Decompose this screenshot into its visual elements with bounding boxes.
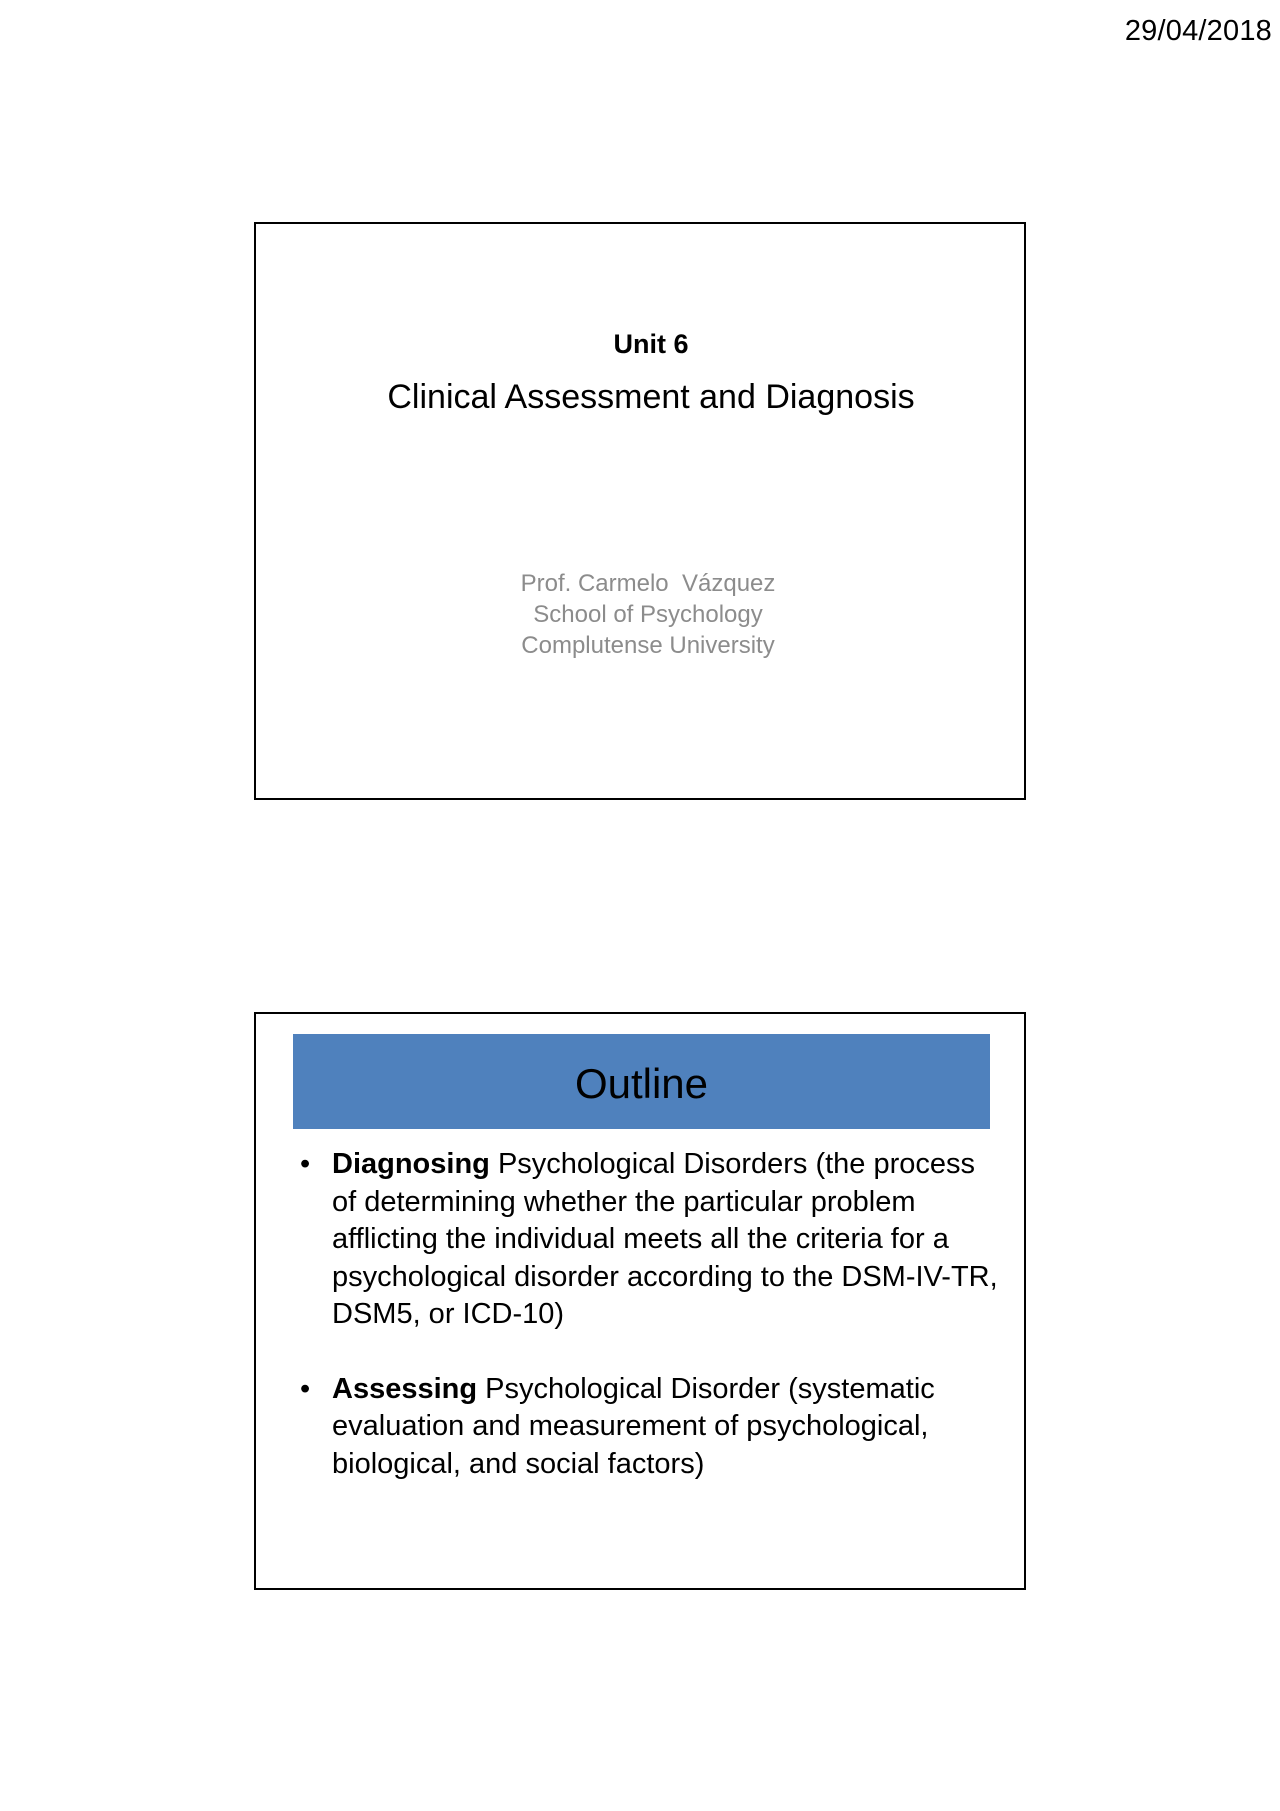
- author-school: School of Psychology: [533, 601, 763, 628]
- bullet-keyword: Diagnosing: [332, 1148, 490, 1180]
- unit-label: Unit 6: [613, 329, 689, 359]
- outline-title: Outline: [574, 1059, 709, 1107]
- bullet-point-icon: •: [300, 1148, 311, 1180]
- outline-banner: [293, 1034, 990, 1129]
- bullet-item-diagnosing: [298, 1146, 998, 1334]
- author-block: [256, 568, 1040, 661]
- slide-title: Clinical Assessment and Diagnosis: [387, 378, 915, 416]
- bullet-point-icon: •: [300, 1372, 311, 1405]
- author-name: Prof. Carmelo Vázquez: [520, 570, 776, 597]
- author-university: Complutense University: [521, 632, 775, 659]
- bullet-text: Psychological Disorder (systematic evaluation and measurement of psychological, biological, and social factors): [332, 1372, 935, 1480]
- bullet-text: Psychological Disorders (the process of determining whether the particular problem afflicting the individual meets all the criteria for a psychological disorder according to the DSM-IV-TR, DSM5, or ICD-10): [332, 1148, 998, 1330]
- page-date: 29/04/2018: [1124, 15, 1272, 47]
- bullet-list: [298, 1146, 998, 1520]
- bullet-item-assessing: [298, 1371, 998, 1484]
- outline-slide: [254, 1012, 1026, 1590]
- title-slide: [254, 222, 1026, 800]
- bullet-keyword: Assessing: [332, 1372, 478, 1405]
